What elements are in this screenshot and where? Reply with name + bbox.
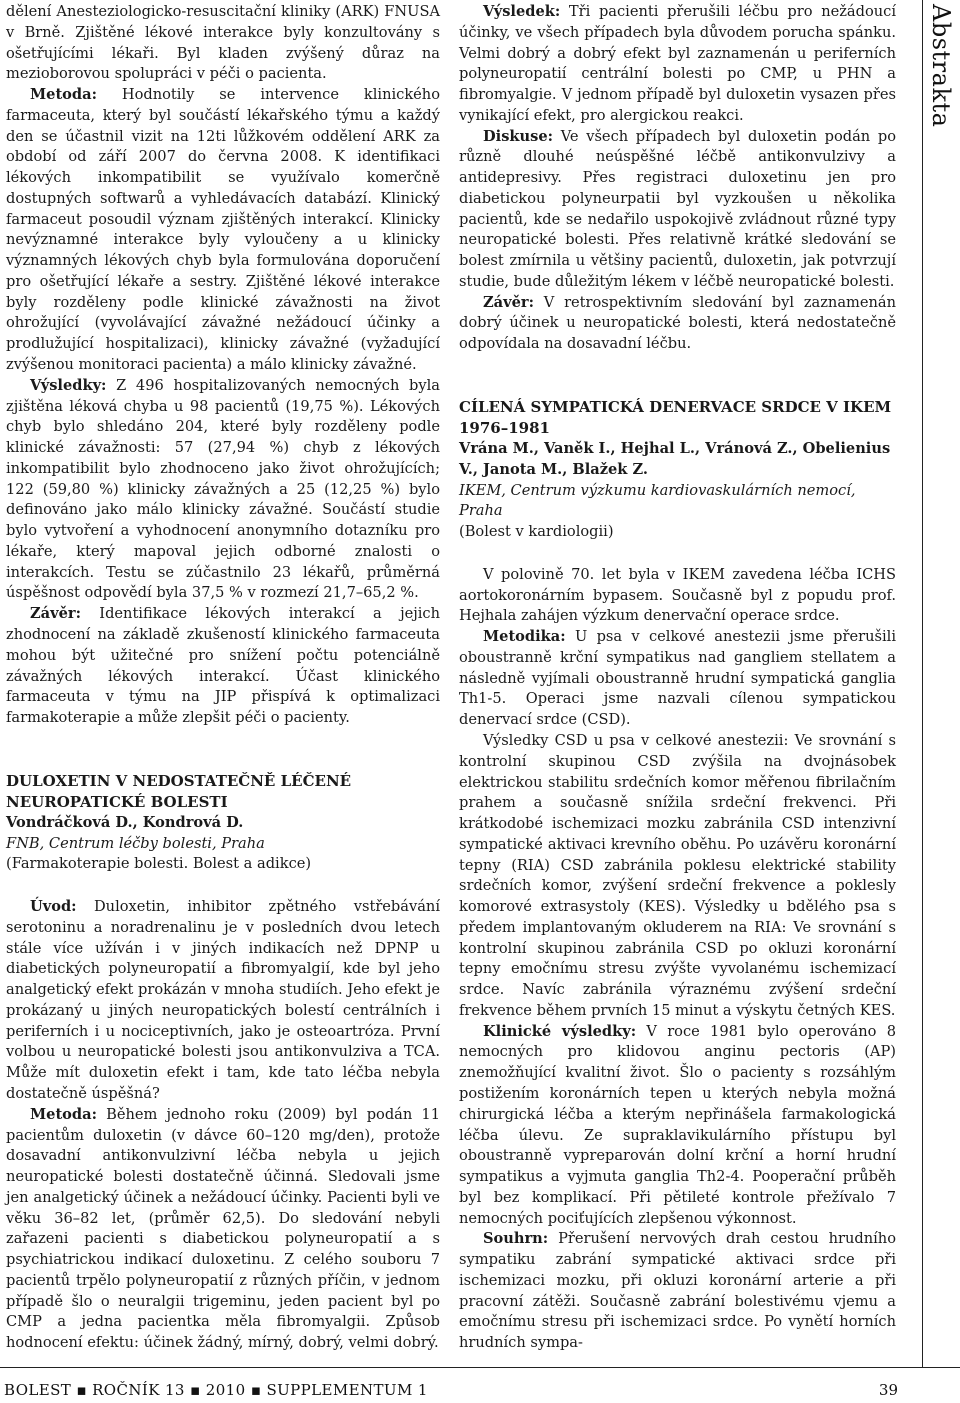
article3-intro: V polovině 70. let byla v IKEM zavedena léčba ICHS aortokoronárním bypasem. Současně byl z popudu prof. Hejhala zahájen výzkum denervační operace srdce. (459, 565, 896, 625)
section-side-label: Abstrakta (927, 4, 955, 128)
spacer (459, 543, 896, 565)
metodika-paragraph: Metodika: U psa v celkové anestezii jsme přerušili oboustranně krční sympatikus nad gangliem stellatem a následně vyjímali oboustranně hrudní sympatická ganglia Th1-5. Operaci jsme nazvali cílenou sympatickou denervací srdce (CSD). (459, 628, 896, 729)
article-title: DULOXETIN V NEDOSTATEČNĚ LÉČENÉ NEUROPATICKÉ BOLESTI (6, 771, 352, 811)
metoda-label-2: Metoda: (30, 1105, 97, 1123)
article-affiliation: FNB, Centrum léčby bolesti, Praha (6, 834, 265, 852)
souhrn-label: Souhrn: (483, 1230, 549, 1248)
vysledky-paragraph: Výsledky: Z 496 hospitalizovaných nemocných byla zjištěna léková chyba u 98 pacientů (19,75 %). Lékových chyb bylo shledáno 204, které byly rozděleny podle klinické závažnosti: 57 (27,94 %) chyb z lékových inkompatibilit bylo zhodnoceno jako život ohrožujících; 122 (59,80 %) klinicky závažných a 25 (12,25 %) bylo definováno jako málo klinicky závažné. Součástí studie bylo vytvoření a vyhodnocení anonymního dotazníku pro lékaře, který mapoval jejich odborné znalosti o interakcích. Testu se zúčastnilo 23 lékařů, průměrná úspěšnost odpovědí byla 37,5 % v rozmezí 21,7–65,2 %. (6, 376, 440, 602)
article-section: (Farmakoterapie bolesti. Bolest a adikce) (6, 855, 312, 873)
diskuse-paragraph: Diskuse: Ve všech případech byl duloxetin podán po různě dlouhé neúspěšné léčbě antikonvulzivy a antidepresivy. Přes registraci duloxetinu jen pro diabetickou polyneurpatii byl vyzkoušen u několika pacientů, kde se nedařilo uspokojivě zvládnout různé typy neuropatické bolesti. Přes relativně krátké sledování se bolest zmírnila u většiny pacientů, duloxetin, jak potvrzují studie, bude důležitým lékem v léčbě neuropatické bolesti. (459, 127, 896, 290)
metoda-label: Metoda: (30, 86, 97, 104)
zaver-label-2: Závěr: (483, 293, 534, 311)
klinicke-vysledky-paragraph: Klinické výsledky: V roce 1981 bylo operováno 8 nemocných pro klidovou anginu pectoris (AP) znemožňující kvalitní život. Šlo o pacienty s rozsáhlým postižením koronárních tepen u kterých nebyla možná chirurgická léčba a kterým nepřinášela farmakologická léčba úlevu. Ze supraklavikulárního přístupu byl oboustranně vypreparován dolní krční a horní hrudní sympatikus a vyjmuta ganglia Th2-4. Pooperační průběh byl bez komplikací. Při pětileté kontrole přežívalo 7 nemocných pociťujících zlepšenou výkonnost. (459, 1022, 896, 1227)
article-authors-2: Vrána M., Vaněk I., Hejhal L., Vránová Z., Obelienius V., Janota M., Blažek Z. (459, 440, 891, 478)
metodika-label: Metodika: (483, 628, 566, 646)
vysledek-label: Výsledek: (483, 3, 561, 20)
article-authors: Vondráčková D., Kondrová D. (6, 813, 244, 831)
footer-divider (0, 1367, 960, 1368)
spacer (6, 875, 440, 897)
diskuse-label: Diskuse: (483, 127, 554, 145)
vysledky-label: Výsledky: (30, 376, 107, 394)
zaver-paragraph-2: Závěr: V retrospektivním sledování byl zaznamenán dobrý účinek u neuropatické bolesti, která nedostatečně odpovídala na dosavadní léčbu. (459, 293, 896, 353)
section-side-tab (922, 0, 960, 1368)
zaver-label: Závěr: (30, 605, 81, 623)
article-affiliation-2: IKEM, Centrum výzkumu kardiovaskulárních nemocí, Praha (459, 481, 856, 520)
intro-paragraph: dělení Anesteziologicko-resuscitační kliniky (ARK) FNUSA v Brně. Zjištěné lékové interakce byly konzultovány s ošetřujícími lékaři. Byl kladen zvýšený důraz na mezioborovou spolupráci v péči o pacienta. (6, 3, 440, 83)
uvod-paragraph: Úvod: Duloxetin, inhibitor zpětného vstřebávání serotoninu a noradrenalinu je v posledních dvou letech stále více užíván i v jiných indikacích než DPNP u diabetických polyneuropatií a fibromyalgií, kde byl jeho analgetický efekt prokázán v mnoha studiích. Jeho efekt je prokázaný u jiných neuropatických bolestí centrálních i periferních i u nociceptivních, jako je osteoartróza. První volbou u neuropatické bolesti jsou antikonvulziva a TCA. Může mít duloxetin efekt i tam, kde tato léčba nebyla dostatečně úspěšná? (6, 898, 440, 1102)
spacer (459, 355, 896, 397)
article-title-2: CÍLENÁ SYMPATICKÁ DENERVACE SRDCE V IKEM 1976–1981 (459, 398, 892, 438)
spacer (6, 729, 440, 771)
metoda-paragraph-2: Metoda: Během jednoho roku (2009) byl podán 11 pacientům duloxetin (v dávce 60–120 mg/den), protože dosavadní antikonvulzivní léčba nebyla u jejich neuropatické bolesti dostatečně účinná. Sledovali jsme jen analgetický účinek a nežádoucí účinky. Pacienti byli ve věku 36–82 let, (průměr 62,5). Do sledování nebyli zařazeni pacienti s diabetickou polyneuropatií a s psychiatrickou indikací duloxetinu. Z celého souboru 7 pacientů trpělo polyneuropatií z různých příčin, v jednom případě šlo o neuralgii trigeminu, jeden pacient byl po CMP a jedna pacientka měla fibromyalgii. Způsob hodnocení efektu: účinek žádný, mírný, dobrý, velmi dobrý. (6, 1105, 440, 1352)
right-column (459, 2, 896, 1354)
left-column (6, 2, 440, 1354)
zaver-paragraph: Závěr: Identifikace lékových interakcí a jejich zhodnocení na základě zkušeností klinického farmaceuta mohou být užitečné pro snížení počtu potenciálně závažných lékových interakcí. Účast klinického farmaceuta v týmu na JIP přispívá k optimalizaci farmakoterapie a může zlepšit péči o pacienty. (6, 605, 440, 727)
article-section-2: (Bolest v kardiologii) (459, 523, 614, 541)
souhrn-paragraph: Souhrn: Přerušení nervových drah cestou hrudního sympatiku zabrání sympatické aktivaci srdce při ischemizaci mozku, při okluzi koronární arterie a při pracovní zátěži. Současně zabrání bolestivému vjemu a emočnímu stresu při ischemizaci srdce. Po vynětí horních hrudních sympa- (459, 1230, 896, 1352)
page-number: 39 (878, 1381, 898, 1399)
uvod-label: Úvod: (30, 898, 77, 916)
vysledek-paragraph: Výsledek: Tři pacienti přerušili léčbu pro nežádoucí účinky, ve všech případech byla důvodem porucha spánku. Velmi dobrý a dobrý efekt byl zaznamenán u periferních polyneuropatií centrální bolesti po CMP, u PHN a fibromyalgie. V jednom případě byl duloxetin vysazen přes vynikající efekt, pro alergickou reakci. (459, 3, 896, 124)
csd-results-paragraph: Výsledky CSD u psa v celkové anestezii: Ve srovnání s kontrolní skupinou CSD zvýšila na dvojnásobek elektrickou stabilitu srdečních komor měřenou fibrilačním prahem a současně snížila srdeční frekvenci. Při krátkodobé ischemizaci mozku zabránila CSD intenzivní sympatické aktivaci krevního oběhu. Po uzávěru koronární tepny (RIA) CSD zabránila poklesu elektrické stability srdečních komor, zvýšení srdeční frekvence a poklesly komorové extrasystoly (KES). Výsledky u bdělého psa s předem implantovaným okluderem na RIA: Ve srovnání s kontrolní skupinou zabránila CSD po okluzi koronární tepny emočnímu stresu zvýšte vyvolanému ischemizací srdce. Navíc zabránila výraznému zvýšení srdeční frekvence během prvních 15 minut a výskytu četných KES. (459, 731, 896, 1019)
journal-footer: BOLEST ▪ ROČNÍK 13 ▪ 2010 ▪ SUPPLEMENTUM 1 (4, 1381, 428, 1399)
klinicke-vysledky-label: Klinické výsledky: (483, 1022, 637, 1040)
metoda-paragraph: Metoda: Hodnotily se intervence klinického farmaceuta, který byl součástí lékařského týmu a každý den se účastnil vizit na 12ti lůžkovém oddělení ARK za období od září 2007 do června 2008. K identifikaci lékových inkompatibilit se využívalo komerčně dostupných softwarů a vyhledávacích databází. Klinický farmaceut posoudil význam zjištěných interakcí. Klinicky nevýznamné interakce byly vyloučeny a u klinicky významných lékových chyb byla formulována doporučení pro ošetřující lékaře a sestry. Zjištěné lékové interakce byly rozděleny podle klinické závažnosti na život ohrožující (vyvolávající závažné nežádoucí účinky a prodlužující hospitalizaci), klinicky závažné (vyžadující zvýšenou monitoraci pacienta) a málo klinicky závažné. (6, 86, 440, 374)
